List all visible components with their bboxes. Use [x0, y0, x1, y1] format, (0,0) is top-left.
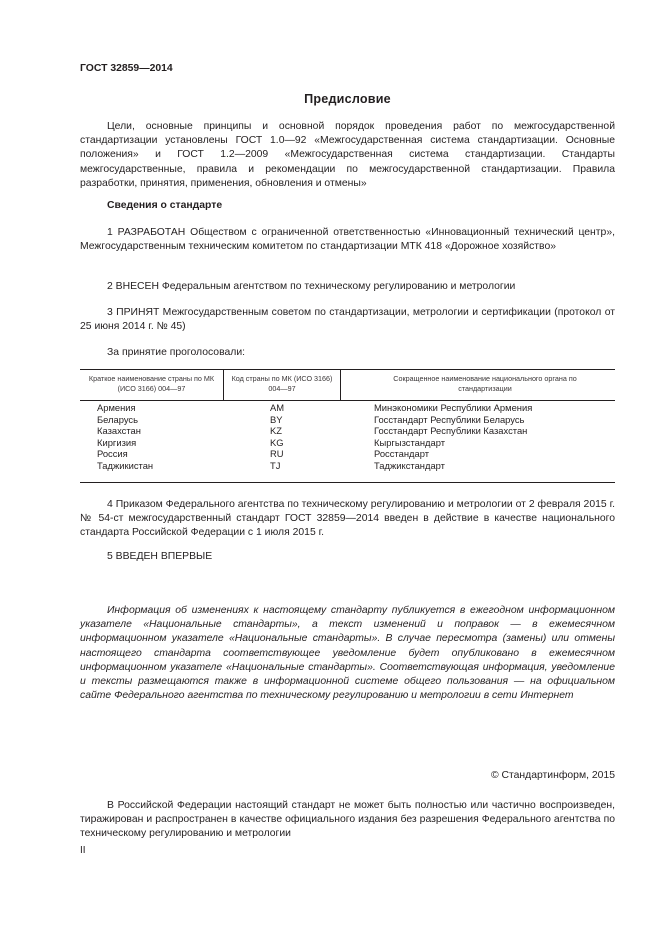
table-cell-body: Госстандарт Республики Казахстан	[374, 425, 528, 437]
table-cell-body: Минэкономики Республики Армения	[374, 402, 533, 413]
voted-label: За принятие проголосовали:	[107, 347, 246, 358]
table-header-code: Код страны по МК (ИСО 3166) 004—97	[231, 374, 333, 393]
table-column-code	[270, 402, 284, 472]
voting-table-header	[80, 370, 615, 401]
table-cell-code: KZ	[270, 425, 282, 437]
table-cell-code: BY	[270, 413, 283, 425]
table-cell-country: Россия	[97, 448, 128, 460]
table-cell-code: KG	[270, 436, 284, 448]
table-cell-country: Киргизия	[97, 436, 137, 448]
preface-intro-paragraph: Цели, основные принципы и основной порядок проведения работ по межгосударственной стандартизации установлены ГОСТ 1.0—92 «Межгосударственная система стандартизации. Основные положения» и ГОСТ 1.2—2009 «Межгосударственная система стандартизации. Стандарты межгосударственные, правила и рекомендации по межгосударственной стандартизации. Правила разработки, принятия, применения, обновления и отмены»	[80, 121, 615, 189]
item-adopted-paragraph: 3 ПРИНЯТ Межгосударственным советом по стандартизации, метрологии и сертификации (протокол от 25 июня 2014 г. № 45)	[80, 307, 615, 333]
table-cell-country: Казахстан	[97, 425, 141, 437]
copyright-notice: © Стандартинформ, 2015	[490, 770, 615, 781]
item-developed-paragraph: 1 РАЗРАБОТАН Обществом с ограниченной ответственностью «Инновационный технический центр», Межгосударственным техническим комитетом по стандартизации МТК 418 «Дорожное хозяйство»	[80, 227, 615, 253]
table-header-body: Сокращенное наименование национального органа по стандартизации	[393, 374, 577, 393]
table-cell-body: Таджикстандарт	[374, 459, 445, 471]
reproduction-notice-paragraph: В Российской Федерации настоящий стандарт не может быть полностью или частично воспроизведен, тиражирован и распространен в качестве официального издания без разрешения Федерального агентства по техническому регулированию и метрологии	[80, 800, 615, 840]
table-cell-body: Госстандарт Республики Беларусь	[374, 413, 525, 425]
table-divider	[223, 370, 224, 400]
table-cell-body: Росстандарт	[374, 448, 429, 460]
voting-table	[80, 369, 615, 483]
standard-info-heading: Сведения о стандарте	[107, 200, 223, 211]
table-cell-body: Кыргызстандарт	[374, 436, 446, 448]
page-number: II	[80, 845, 86, 856]
table-cell-code: AM	[270, 402, 285, 413]
table-header-country: Краткое наименование страны по МК (ИСО 3166) 004—97	[88, 374, 215, 393]
table-column-body	[374, 402, 532, 472]
table-cell-country: Армения	[97, 402, 136, 413]
document-header-id: ГОСТ 32859—2014	[80, 63, 173, 74]
item-first-introduced-paragraph: 5 ВВЕДЕН ВПЕРВЫЕ	[107, 551, 213, 562]
table-cell-code: TJ	[270, 459, 281, 471]
table-cell-country: Таджикистан	[97, 459, 154, 471]
table-cell-code: RU	[270, 448, 284, 460]
table-divider	[340, 370, 341, 400]
changes-notice-paragraph: Информация об изменениях к настоящему стандарту публикуется в ежегодном информационном указателе «Национальные стандарты», а текст изменений и поправок — в ежемесячном информационном указателе «Национальные стандарты». В случае пересмотра (замены) или отмены настоящего стандарта соответствующее уведомление будет опубликовано в ежемесячном информационном указателе «Национальные стандарты». Соответствующая информация, уведомление и тексты размещаются также в информационной системе общего пользования — на официальном сайте Федерального агентства по техническому регулированию и метрологии в сети Интернет	[80, 605, 615, 702]
table-cell-country: Беларусь	[97, 413, 139, 425]
table-column-country	[97, 402, 153, 472]
item-enacted-paragraph: 4 Приказом Федерального агентства по техническому регулированию и метрологии от 2 февраля 2015 г. № 54-ст межгосударственный стандарт ГОСТ 32859—2014 введен в действие в качестве национального стандарта Российской Федерации с 1 июля 2015 г.	[80, 499, 615, 539]
item-introduced-paragraph: 2 ВНЕСЕН Федеральным агентством по техническому регулированию и метрологии	[107, 281, 516, 292]
preface-title: Предисловие	[304, 92, 391, 106]
